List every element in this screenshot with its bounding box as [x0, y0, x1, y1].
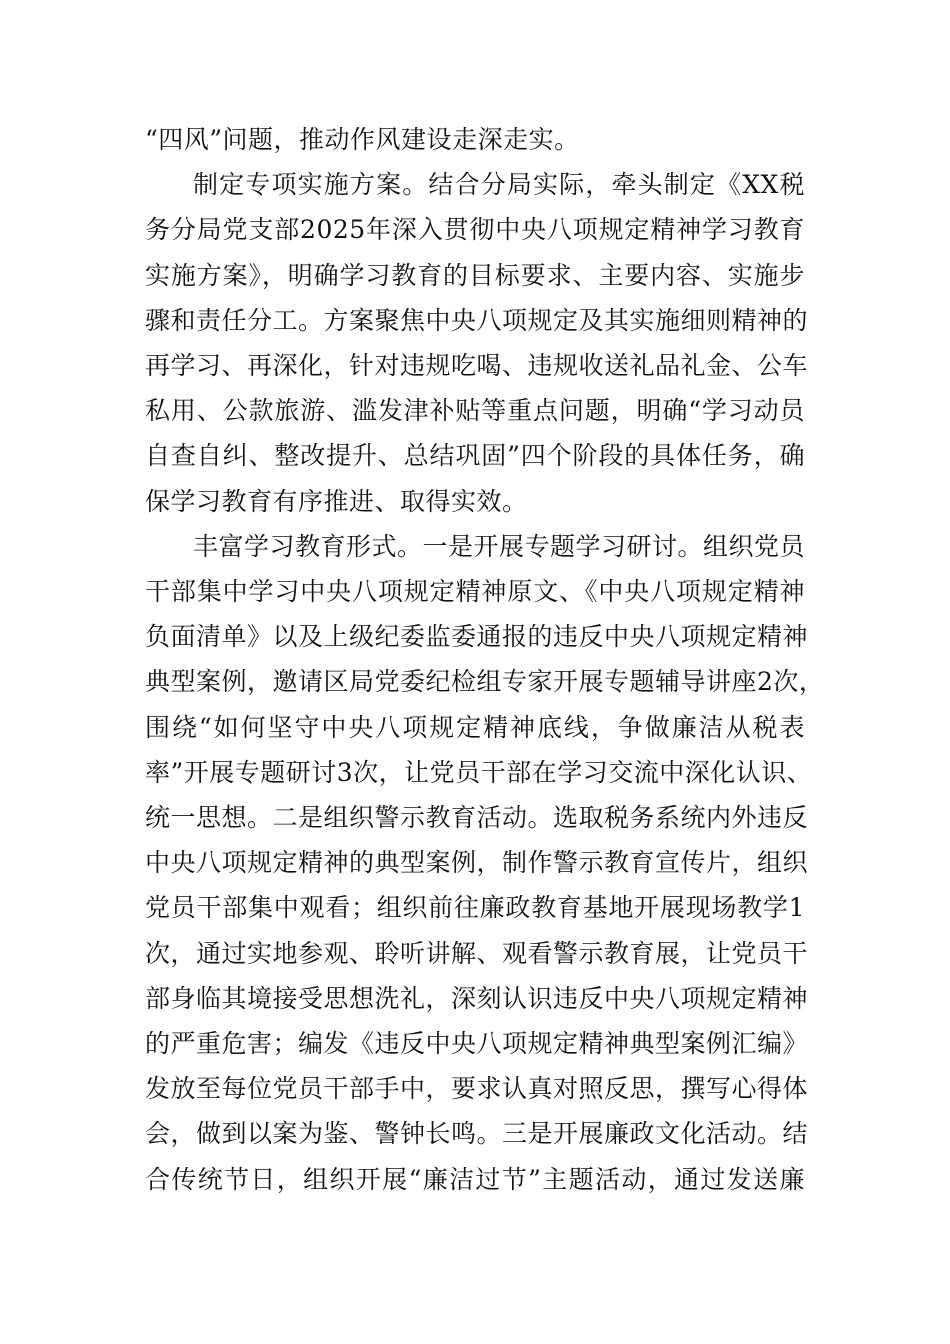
paragraph-3-line: 围绕“如何坚守中央八项规定精神底线，争做廉洁从税表 [145, 712, 805, 742]
paragraph-3-line: 统一思想。二是组织警示教育活动。选取税务系统内外违反 [145, 803, 809, 832]
paragraph-2-line: 自查自纠、整改提升、总结巩固”四个阶段的具体任务，确 [145, 441, 805, 471]
paragraph-3-line: 负面清单》以及上级纪委监委通报的违反中央八项规定精神 [145, 622, 809, 652]
paragraph-3-line: 次，通过实地参观、聆听讲解、观看警示教育展，让党员干 [145, 938, 809, 968]
paragraph-2-line: 制定专项实施方案。结合分局实际，牵头制定《XX税 [193, 170, 805, 200]
paragraph-2-line: 骤和责任分工。方案聚焦中央八项规定及其实施细则精神的 [145, 305, 809, 335]
paragraph-3-line: 党员干部集中观看；组织前往廉政教育基地开展现场教学1 [145, 893, 805, 923]
paragraph-2-line: 保学习教育有序推进、取得实效。 [145, 486, 528, 516]
paragraph-3-line: 典型案例，邀请区局党委纪检组专家开展专题辅导讲座2次， [145, 667, 825, 697]
paragraph-2-line: 实施方案》，明确学习教育的目标要求、主要内容、实施步 [145, 260, 805, 290]
paragraph-3-line: 合传统节日，组织开展“廉洁过节”主题活动，通过发送廉 [145, 1164, 805, 1194]
paragraph-1-line: “四风”问题，推动作风建设走深走实。 [145, 125, 580, 154]
paragraph-2-line: 务分局党支部2025年深入贯彻中央八项规定精神学习教育 [145, 215, 805, 245]
paragraph-3-line: 丰富学习教育形式。一是开展专题学习研讨。组织党员 [193, 531, 806, 561]
paragraph-2-line: 私用、公款旅游、滥发津补贴等重点问题，明确“学习动员 [145, 396, 805, 426]
paragraph-3-line: 干部集中学习中央八项规定精神原文、《中央八项规定精神 [145, 577, 805, 606]
paragraph-3-line: 部身临其境接受思想洗礼，深刻认识违反中央八项规定精神 [145, 983, 809, 1013]
paragraph-3-line: 率”开展专题研讨3次，让党员干部在学习交流中深化认识、 [145, 757, 813, 787]
paragraph-3-line: 发放至每位党员干部手中，要求认真对照反思，撰写心得体 [145, 1074, 809, 1104]
paragraph-3-line: 会，做到以案为鉴、警钟长鸣。三是开展廉政文化活动。结 [145, 1119, 809, 1149]
paragraph-3-line: 的严重危害；编发《违反中央八项规定精神典型案例汇编》 [145, 1029, 809, 1058]
paragraph-2-line: 再学习、再深化，针对违规吃喝、违规收送礼品礼金、公车 [145, 351, 809, 380]
paragraph-3-line: 中央八项规定精神的典型案例，制作警示教育宣传片，组织 [145, 848, 809, 878]
